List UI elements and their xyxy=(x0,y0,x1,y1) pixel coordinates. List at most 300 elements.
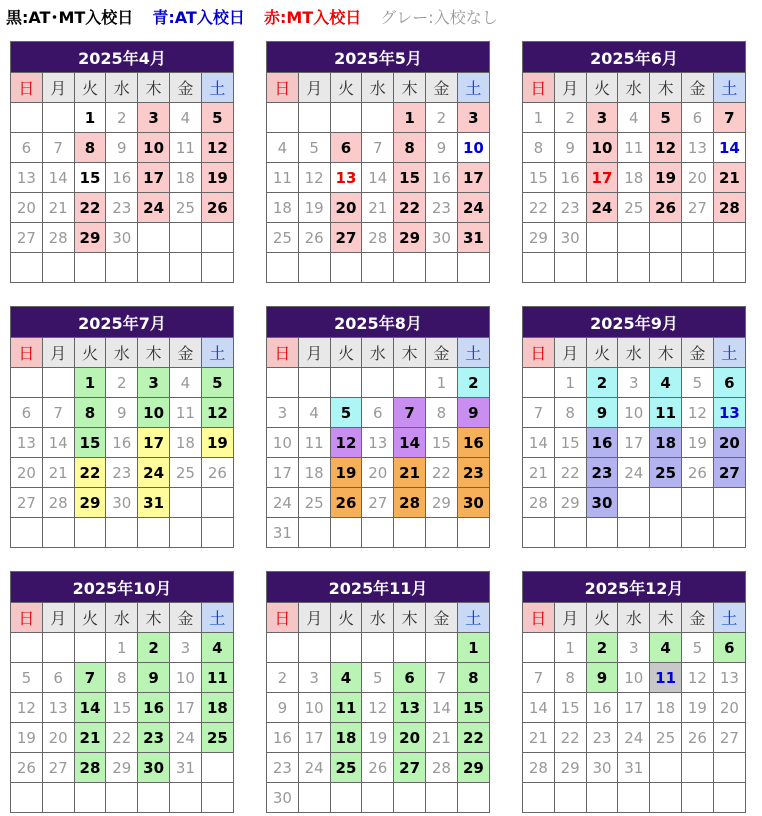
day-cell xyxy=(713,753,745,783)
day-cell: 2 xyxy=(586,633,618,663)
day-cell: 29 xyxy=(554,753,586,783)
day-cell: 30 xyxy=(138,753,170,783)
day-cell: 7 xyxy=(362,133,394,163)
day-cell: 5 xyxy=(201,103,233,133)
day-cell: 13 xyxy=(713,663,745,693)
day-cell: 11 xyxy=(169,133,201,163)
weekday-header: 土 xyxy=(201,73,233,103)
day-cell xyxy=(650,253,682,283)
weekday-header: 日 xyxy=(267,603,299,633)
day-cell: 9 xyxy=(457,398,489,428)
day-cell: 27 xyxy=(42,753,74,783)
day-cell: 5 xyxy=(201,368,233,398)
weekday-header: 木 xyxy=(138,338,170,368)
weekday-header: 水 xyxy=(106,603,138,633)
day-cell: 25 xyxy=(330,753,362,783)
day-cell: 11 xyxy=(650,398,682,428)
day-cell xyxy=(713,488,745,518)
day-cell: 17 xyxy=(457,163,489,193)
day-cell xyxy=(457,518,489,548)
day-cell xyxy=(74,518,106,548)
day-cell xyxy=(42,633,74,663)
day-cell: 2 xyxy=(586,368,618,398)
day-cell: 28 xyxy=(523,753,555,783)
weekday-header: 土 xyxy=(457,603,489,633)
day-cell xyxy=(713,783,745,813)
weekday-header: 金 xyxy=(681,603,713,633)
month-calendar xyxy=(10,41,234,283)
day-cell: 24 xyxy=(267,488,299,518)
day-cell xyxy=(425,253,457,283)
day-cell: 18 xyxy=(650,693,682,723)
weekday-header: 月 xyxy=(554,338,586,368)
day-cell: 15 xyxy=(425,428,457,458)
day-cell: 24 xyxy=(618,458,650,488)
day-cell: 5 xyxy=(681,633,713,663)
day-cell: 4 xyxy=(650,633,682,663)
day-cell xyxy=(586,518,618,548)
day-cell xyxy=(394,518,426,548)
weekday-header: 水 xyxy=(362,603,394,633)
day-cell: 16 xyxy=(586,693,618,723)
day-cell: 9 xyxy=(138,663,170,693)
day-cell xyxy=(713,253,745,283)
weekday-header: 火 xyxy=(586,73,618,103)
day-cell: 5 xyxy=(362,663,394,693)
day-cell: 24 xyxy=(586,193,618,223)
day-cell: 8 xyxy=(554,398,586,428)
weekday-header: 土 xyxy=(201,338,233,368)
day-cell: 14 xyxy=(42,163,74,193)
day-cell xyxy=(618,783,650,813)
legend-red: 赤:MT入校日 xyxy=(263,8,362,27)
day-cell: 23 xyxy=(267,753,299,783)
day-cell: 17 xyxy=(138,428,170,458)
weekday-header: 水 xyxy=(362,73,394,103)
day-cell xyxy=(425,783,457,813)
weekday-header: 日 xyxy=(523,603,555,633)
day-cell xyxy=(106,518,138,548)
day-cell xyxy=(11,633,43,663)
day-cell: 1 xyxy=(554,633,586,663)
day-cell: 21 xyxy=(523,723,555,753)
weekday-header: 日 xyxy=(267,73,299,103)
day-cell: 10 xyxy=(618,663,650,693)
day-cell: 20 xyxy=(713,428,745,458)
day-cell xyxy=(681,518,713,548)
day-cell xyxy=(298,253,330,283)
day-cell: 29 xyxy=(554,488,586,518)
day-cell: 2 xyxy=(554,103,586,133)
day-cell xyxy=(362,368,394,398)
day-cell: 25 xyxy=(650,723,682,753)
day-cell xyxy=(74,783,106,813)
day-cell xyxy=(330,368,362,398)
day-cell: 29 xyxy=(106,753,138,783)
day-cell: 1 xyxy=(425,368,457,398)
day-cell xyxy=(681,223,713,253)
day-cell: 16 xyxy=(106,163,138,193)
day-cell xyxy=(201,223,233,253)
day-cell: 21 xyxy=(42,193,74,223)
day-cell xyxy=(523,518,555,548)
day-cell xyxy=(457,783,489,813)
day-cell: 29 xyxy=(74,223,106,253)
month-title: 2025年7月 xyxy=(11,307,234,338)
day-cell xyxy=(138,518,170,548)
month-title: 2025年9月 xyxy=(523,307,746,338)
day-cell: 9 xyxy=(267,693,299,723)
day-cell: 12 xyxy=(330,428,362,458)
weekday-header: 火 xyxy=(330,338,362,368)
day-cell xyxy=(681,488,713,518)
day-cell: 1 xyxy=(457,633,489,663)
day-cell: 15 xyxy=(74,428,106,458)
day-cell xyxy=(554,518,586,548)
day-cell xyxy=(681,253,713,283)
day-cell: 2 xyxy=(425,103,457,133)
day-cell xyxy=(74,253,106,283)
day-cell: 7 xyxy=(42,398,74,428)
day-cell xyxy=(201,783,233,813)
day-cell xyxy=(42,103,74,133)
day-cell: 3 xyxy=(267,398,299,428)
month-calendar xyxy=(10,571,234,813)
weekday-header: 木 xyxy=(138,73,170,103)
day-cell: 21 xyxy=(362,193,394,223)
day-cell xyxy=(650,783,682,813)
weekday-header: 日 xyxy=(11,338,43,368)
day-cell: 19 xyxy=(681,428,713,458)
day-cell: 4 xyxy=(169,103,201,133)
day-cell xyxy=(618,253,650,283)
day-cell: 31 xyxy=(138,488,170,518)
day-cell: 20 xyxy=(11,193,43,223)
day-cell: 1 xyxy=(394,103,426,133)
day-cell xyxy=(523,368,555,398)
day-cell: 19 xyxy=(298,193,330,223)
day-cell: 24 xyxy=(169,723,201,753)
day-cell: 27 xyxy=(681,193,713,223)
day-cell: 23 xyxy=(586,458,618,488)
weekday-header: 日 xyxy=(267,338,299,368)
day-cell xyxy=(267,368,299,398)
day-cell: 10 xyxy=(618,398,650,428)
day-cell: 5 xyxy=(681,368,713,398)
day-cell: 18 xyxy=(618,163,650,193)
month-calendar xyxy=(266,41,490,283)
day-cell: 17 xyxy=(267,458,299,488)
day-cell: 7 xyxy=(394,398,426,428)
day-cell: 24 xyxy=(457,193,489,223)
day-cell: 5 xyxy=(11,663,43,693)
day-cell: 30 xyxy=(586,488,618,518)
day-cell: 21 xyxy=(523,458,555,488)
day-cell: 5 xyxy=(298,133,330,163)
day-cell: 26 xyxy=(201,193,233,223)
day-cell: 3 xyxy=(618,633,650,663)
weekday-header: 水 xyxy=(618,603,650,633)
day-cell: 17 xyxy=(618,428,650,458)
month-title: 2025年6月 xyxy=(523,42,746,73)
day-cell: 7 xyxy=(523,663,555,693)
day-cell: 3 xyxy=(138,368,170,398)
day-cell xyxy=(201,253,233,283)
weekday-header: 金 xyxy=(681,73,713,103)
day-cell: 30 xyxy=(106,488,138,518)
month-calendar xyxy=(266,571,490,813)
day-cell: 12 xyxy=(201,398,233,428)
day-cell: 8 xyxy=(457,663,489,693)
day-cell xyxy=(267,633,299,663)
day-cell: 24 xyxy=(138,458,170,488)
day-cell: 14 xyxy=(523,428,555,458)
day-cell xyxy=(138,783,170,813)
day-cell: 10 xyxy=(298,693,330,723)
day-cell xyxy=(650,488,682,518)
day-cell: 10 xyxy=(586,133,618,163)
day-cell xyxy=(138,223,170,253)
day-cell xyxy=(11,103,43,133)
weekday-header: 金 xyxy=(681,338,713,368)
day-cell: 21 xyxy=(425,723,457,753)
day-cell: 26 xyxy=(298,223,330,253)
day-cell xyxy=(330,783,362,813)
day-cell: 15 xyxy=(74,163,106,193)
day-cell: 17 xyxy=(586,163,618,193)
weekday-header: 月 xyxy=(554,603,586,633)
day-cell xyxy=(169,783,201,813)
day-cell: 4 xyxy=(330,663,362,693)
day-cell: 4 xyxy=(201,633,233,663)
day-cell: 18 xyxy=(650,428,682,458)
day-cell xyxy=(201,518,233,548)
day-cell: 4 xyxy=(267,133,299,163)
day-cell xyxy=(425,518,457,548)
day-cell: 31 xyxy=(169,753,201,783)
day-cell: 24 xyxy=(138,193,170,223)
day-cell: 31 xyxy=(457,223,489,253)
day-cell: 20 xyxy=(11,458,43,488)
day-cell: 23 xyxy=(106,458,138,488)
day-cell: 13 xyxy=(681,133,713,163)
day-cell: 25 xyxy=(267,223,299,253)
day-cell: 22 xyxy=(106,723,138,753)
day-cell: 8 xyxy=(394,133,426,163)
day-cell: 1 xyxy=(523,103,555,133)
day-cell: 26 xyxy=(681,723,713,753)
day-cell: 26 xyxy=(330,488,362,518)
day-cell: 17 xyxy=(298,723,330,753)
day-cell: 16 xyxy=(267,723,299,753)
day-cell: 26 xyxy=(681,458,713,488)
day-cell xyxy=(618,488,650,518)
weekday-header: 水 xyxy=(106,338,138,368)
day-cell: 16 xyxy=(138,693,170,723)
day-cell xyxy=(554,783,586,813)
day-cell: 21 xyxy=(394,458,426,488)
day-cell: 13 xyxy=(362,428,394,458)
day-cell: 28 xyxy=(394,488,426,518)
day-cell: 7 xyxy=(42,133,74,163)
day-cell xyxy=(201,753,233,783)
day-cell: 18 xyxy=(330,723,362,753)
day-cell: 3 xyxy=(138,103,170,133)
day-cell: 9 xyxy=(425,133,457,163)
day-cell: 11 xyxy=(298,428,330,458)
day-cell: 18 xyxy=(169,428,201,458)
weekday-header: 土 xyxy=(713,603,745,633)
day-cell xyxy=(618,518,650,548)
weekday-header: 木 xyxy=(650,603,682,633)
day-cell: 23 xyxy=(138,723,170,753)
weekday-header: 金 xyxy=(425,73,457,103)
day-cell: 24 xyxy=(298,753,330,783)
day-cell xyxy=(330,518,362,548)
day-cell: 17 xyxy=(138,163,170,193)
day-cell: 18 xyxy=(169,163,201,193)
day-cell: 27 xyxy=(11,488,43,518)
day-cell: 22 xyxy=(425,458,457,488)
day-cell xyxy=(425,633,457,663)
day-cell: 20 xyxy=(394,723,426,753)
day-cell xyxy=(650,223,682,253)
day-cell: 22 xyxy=(74,193,106,223)
day-cell: 3 xyxy=(586,103,618,133)
legend-gray: グレー:入校なし xyxy=(380,8,498,27)
day-cell: 15 xyxy=(394,163,426,193)
weekday-header: 火 xyxy=(74,73,106,103)
day-cell: 12 xyxy=(11,693,43,723)
day-cell: 30 xyxy=(554,223,586,253)
weekday-header: 火 xyxy=(330,603,362,633)
day-cell: 15 xyxy=(554,428,586,458)
day-cell: 15 xyxy=(106,693,138,723)
day-cell: 28 xyxy=(362,223,394,253)
day-cell xyxy=(74,633,106,663)
day-cell xyxy=(42,783,74,813)
day-cell: 25 xyxy=(201,723,233,753)
day-cell xyxy=(298,633,330,663)
day-cell xyxy=(298,783,330,813)
day-cell: 19 xyxy=(11,723,43,753)
legend xyxy=(6,4,512,32)
day-cell: 19 xyxy=(201,163,233,193)
month-title: 2025年11月 xyxy=(267,572,490,603)
day-cell: 29 xyxy=(457,753,489,783)
day-cell: 9 xyxy=(586,663,618,693)
weekday-header: 木 xyxy=(394,338,426,368)
legend-blue: 青:AT入校日 xyxy=(152,8,245,27)
day-cell xyxy=(42,368,74,398)
day-cell xyxy=(523,783,555,813)
day-cell xyxy=(267,253,299,283)
day-cell: 17 xyxy=(169,693,201,723)
day-cell: 13 xyxy=(713,398,745,428)
day-cell: 22 xyxy=(554,723,586,753)
day-cell: 6 xyxy=(362,398,394,428)
day-cell: 29 xyxy=(74,488,106,518)
day-cell: 13 xyxy=(394,693,426,723)
day-cell: 27 xyxy=(11,223,43,253)
weekday-header: 日 xyxy=(523,73,555,103)
day-cell: 11 xyxy=(267,163,299,193)
day-cell xyxy=(362,633,394,663)
month-title: 2025年8月 xyxy=(267,307,490,338)
day-cell xyxy=(523,253,555,283)
weekday-header: 月 xyxy=(42,338,74,368)
weekday-header: 日 xyxy=(523,338,555,368)
day-cell: 27 xyxy=(713,723,745,753)
day-cell: 7 xyxy=(425,663,457,693)
weekday-header: 金 xyxy=(425,338,457,368)
weekday-header: 土 xyxy=(457,338,489,368)
day-cell: 25 xyxy=(618,193,650,223)
day-cell: 19 xyxy=(681,693,713,723)
day-cell xyxy=(586,223,618,253)
day-cell: 9 xyxy=(554,133,586,163)
day-cell: 23 xyxy=(106,193,138,223)
day-cell xyxy=(586,253,618,283)
day-cell: 16 xyxy=(457,428,489,458)
weekday-header: 木 xyxy=(138,603,170,633)
month-calendar xyxy=(522,571,746,813)
weekday-header: 火 xyxy=(586,338,618,368)
weekday-header: 金 xyxy=(425,603,457,633)
day-cell: 15 xyxy=(523,163,555,193)
day-cell: 22 xyxy=(554,458,586,488)
day-cell xyxy=(169,253,201,283)
day-cell: 18 xyxy=(267,193,299,223)
day-cell: 10 xyxy=(169,663,201,693)
day-cell: 31 xyxy=(267,518,299,548)
day-cell xyxy=(11,368,43,398)
day-cell: 1 xyxy=(74,103,106,133)
month-calendar xyxy=(266,306,490,548)
day-cell: 2 xyxy=(106,103,138,133)
day-cell: 11 xyxy=(618,133,650,163)
day-cell xyxy=(298,368,330,398)
weekday-header: 火 xyxy=(330,73,362,103)
day-cell: 3 xyxy=(298,663,330,693)
day-cell: 8 xyxy=(74,133,106,163)
day-cell: 6 xyxy=(713,368,745,398)
day-cell: 25 xyxy=(298,488,330,518)
day-cell: 20 xyxy=(681,163,713,193)
day-cell xyxy=(106,253,138,283)
day-cell: 2 xyxy=(106,368,138,398)
day-cell: 6 xyxy=(681,103,713,133)
day-cell xyxy=(11,253,43,283)
day-cell: 6 xyxy=(11,133,43,163)
month-title: 2025年5月 xyxy=(267,42,490,73)
day-cell xyxy=(713,223,745,253)
day-cell: 5 xyxy=(650,103,682,133)
day-cell xyxy=(586,783,618,813)
day-cell: 26 xyxy=(201,458,233,488)
day-cell: 13 xyxy=(330,163,362,193)
weekday-header: 金 xyxy=(169,338,201,368)
day-cell: 9 xyxy=(586,398,618,428)
day-cell xyxy=(681,783,713,813)
day-cell: 10 xyxy=(457,133,489,163)
day-cell xyxy=(394,633,426,663)
day-cell: 14 xyxy=(394,428,426,458)
day-cell: 20 xyxy=(42,723,74,753)
weekday-header: 月 xyxy=(298,73,330,103)
legend-black: 黒:AT･MT入校日 xyxy=(6,8,134,27)
day-cell xyxy=(523,633,555,663)
